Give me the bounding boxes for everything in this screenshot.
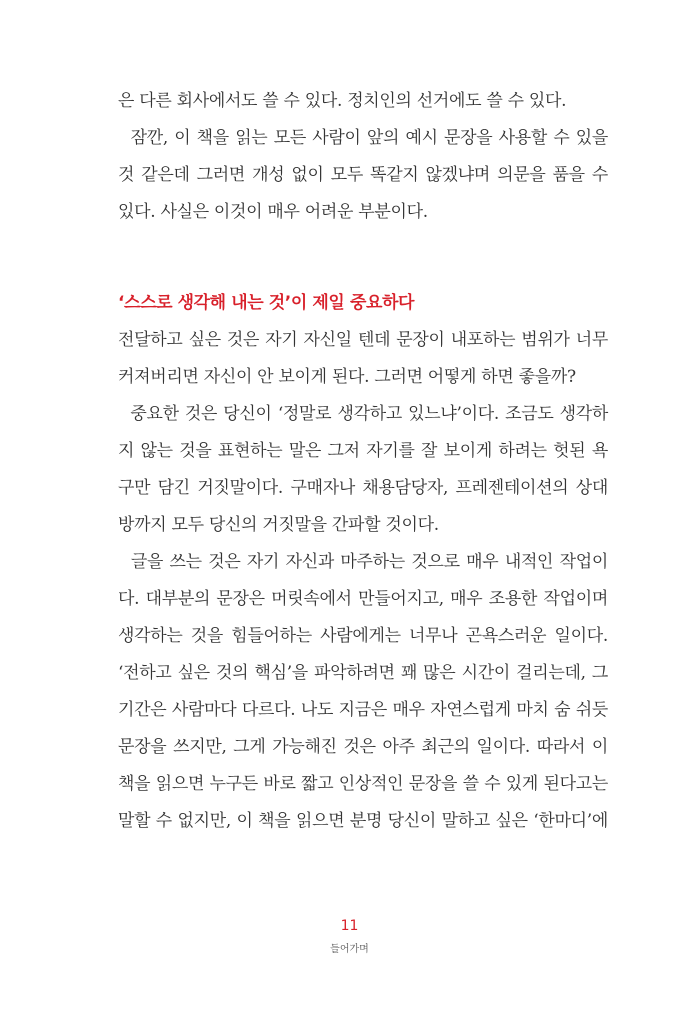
text-line: 생각하는 것을 힘들어하는 사람에게는 너무나 곤욕스러운 일이다. [118, 626, 608, 646]
text-line: 지 않는 것을 표현하는 말은 그저 자기를 잘 보이게 하려는 헛된 욕 [118, 441, 608, 461]
text-line: 은 다른 회사에서도 쓸 수 있다. 정치인의 선거에도 쓸 수 있다. [118, 91, 567, 111]
text-line: 전달하고 싶은 것은 자기 자신일 텐데 문장이 내포하는 범위가 너무 [118, 330, 608, 350]
text-line: 글을 쓰는 것은 자기 자신과 마주하는 것으로 매우 내적인 작업이 [118, 552, 608, 572]
running-footer-chapter: 들어가며 [330, 944, 369, 955]
section [118, 285, 608, 840]
text-line: 다. 대부분의 문장은 머릿속에서 만들어지고, 매우 조용한 작업이며 [118, 589, 608, 609]
opening-text [118, 83, 608, 231]
text-line: 것 같은데 그러면 개성 없이 모두 똑같지 않겠냐며 의문을 품을 수 [118, 165, 608, 185]
text-line: 책을 읽으면 누구든 바로 짧고 인상적인 문장을 쓸 수 있게 된다고는 [118, 774, 608, 794]
text-line: 잠깐, 이 책을 읽는 모든 사람이 앞의 예시 문장을 사용할 수 있을 [118, 128, 608, 148]
text-line: 말할 수 없지만, 이 책을 읽으면 분명 당신이 말하고 싶은 ‘한마디’에 [118, 811, 608, 831]
text-line: 기간은 사람마다 다르다. 나도 지금은 매우 자연스럽게 마치 숨 쉬듯 [118, 700, 608, 720]
text-line: 문장을 쓰지만, 그게 가능해진 것은 아주 최근의 일이다. 따라서 이 [118, 737, 608, 757]
text-line: 방까지 모두 당신의 거짓말을 간파할 것이다. [118, 515, 439, 535]
text-line: ‘전하고 싶은 것의 핵심’을 파악하려면 꽤 많은 시간이 걸리는데, 그 [118, 663, 608, 683]
text-line: 커져버리면 자신이 안 보이게 된다. 그러면 어떻게 하면 좋을까? [118, 367, 576, 387]
text-line: 있다. 사실은 이것이 매우 어려운 부분이다. [118, 202, 428, 222]
text-line: 중요한 것은 당신이 ‘정말로 생각하고 있느냐’이다. 조금도 생각하 [118, 404, 608, 424]
page-number: 11 [340, 918, 359, 934]
text-line: 구만 담긴 거짓말이다. 구매자나 채용담당자, 프레젠테이션의 상대 [118, 478, 608, 498]
section-heading: ‘스스로 생각해 내는 것’이 제일 중요하다 [118, 293, 415, 313]
